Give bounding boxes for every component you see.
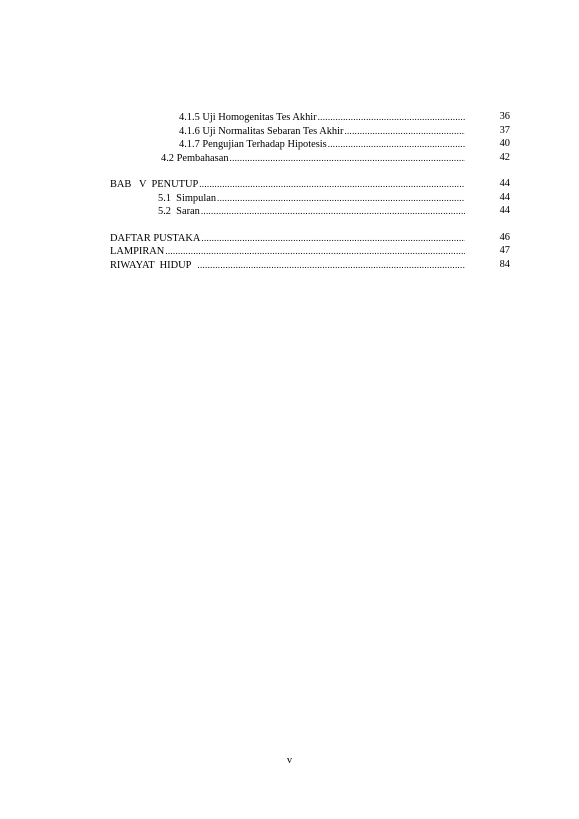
toc-entry-label: 4.1.7 Pengujian Terhadap Hipotesis [179, 139, 327, 150]
toc-entry-page [480, 204, 510, 218]
toc-entry-page-number: 44 [499, 205, 510, 216]
toc-entry[interactable] [179, 124, 465, 138]
toc-leader-dots [344, 124, 465, 138]
toc-entry[interactable] [110, 244, 465, 258]
toc-entry[interactable] [158, 204, 465, 218]
toc-entry-page-number: 84 [499, 259, 510, 270]
toc-entry-page [480, 177, 510, 191]
toc-entry-page-number: 40 [499, 138, 510, 149]
toc-entry-label: 4.1.6 Uji Normalitas Sebaran Tes Akhir [179, 126, 344, 137]
toc-entry-page [480, 124, 510, 138]
toc-entry-label: 4.2 Pembahasan [161, 153, 229, 164]
toc-entry-page-number: 46 [499, 232, 510, 243]
toc-leader-dots [165, 244, 465, 258]
toc-leader-dots [199, 177, 465, 191]
toc-entry[interactable] [179, 110, 465, 124]
toc-entry-page-number: 47 [499, 245, 510, 256]
toc-entry-page-number: 36 [499, 111, 510, 122]
toc-entry[interactable] [110, 177, 465, 191]
toc-entry-page-number: 44 [499, 192, 510, 203]
toc-leader-dots [217, 191, 465, 205]
toc-entry-page [480, 191, 510, 205]
toc-entry-page-number: 44 [499, 178, 510, 189]
toc-entry-label: BAB V PENUTUP [110, 179, 199, 190]
toc-entry[interactable] [158, 191, 465, 205]
toc-entry-page [480, 258, 510, 272]
toc-leader-dots [197, 258, 465, 272]
toc-leader-dots [230, 151, 465, 165]
toc-entry-page [480, 110, 510, 124]
toc-leader-dots [201, 231, 465, 245]
toc-entry-page-number: 37 [499, 125, 510, 136]
toc-entry-page [480, 244, 510, 258]
toc-entry-page [480, 231, 510, 245]
toc-leader-dots [328, 137, 465, 151]
toc-entry-label: 4.1.5 Uji Homogenitas Tes Akhir [179, 112, 317, 123]
toc-entry-label: 5.2 Saran [158, 206, 200, 217]
toc-entry-label: 5.1 Simpulan [158, 193, 217, 204]
toc-entry[interactable] [161, 151, 465, 165]
toc-entry-label: LAMPIRAN [110, 246, 165, 257]
toc-entry-page [480, 151, 510, 165]
toc-entry-page-number: 42 [499, 152, 510, 163]
toc-leader-dots [318, 110, 465, 124]
toc-entry-page [480, 137, 510, 151]
page-number: v [286, 755, 293, 766]
toc-entry-label: DAFTAR PUSTAKA [110, 233, 201, 244]
toc-entry[interactable] [110, 231, 465, 245]
toc-entry[interactable] [179, 137, 465, 151]
toc-leader-dots [201, 204, 465, 218]
toc-entry[interactable] [110, 258, 465, 272]
toc-entry-label: RIWAYAT HIDUP [110, 260, 192, 271]
